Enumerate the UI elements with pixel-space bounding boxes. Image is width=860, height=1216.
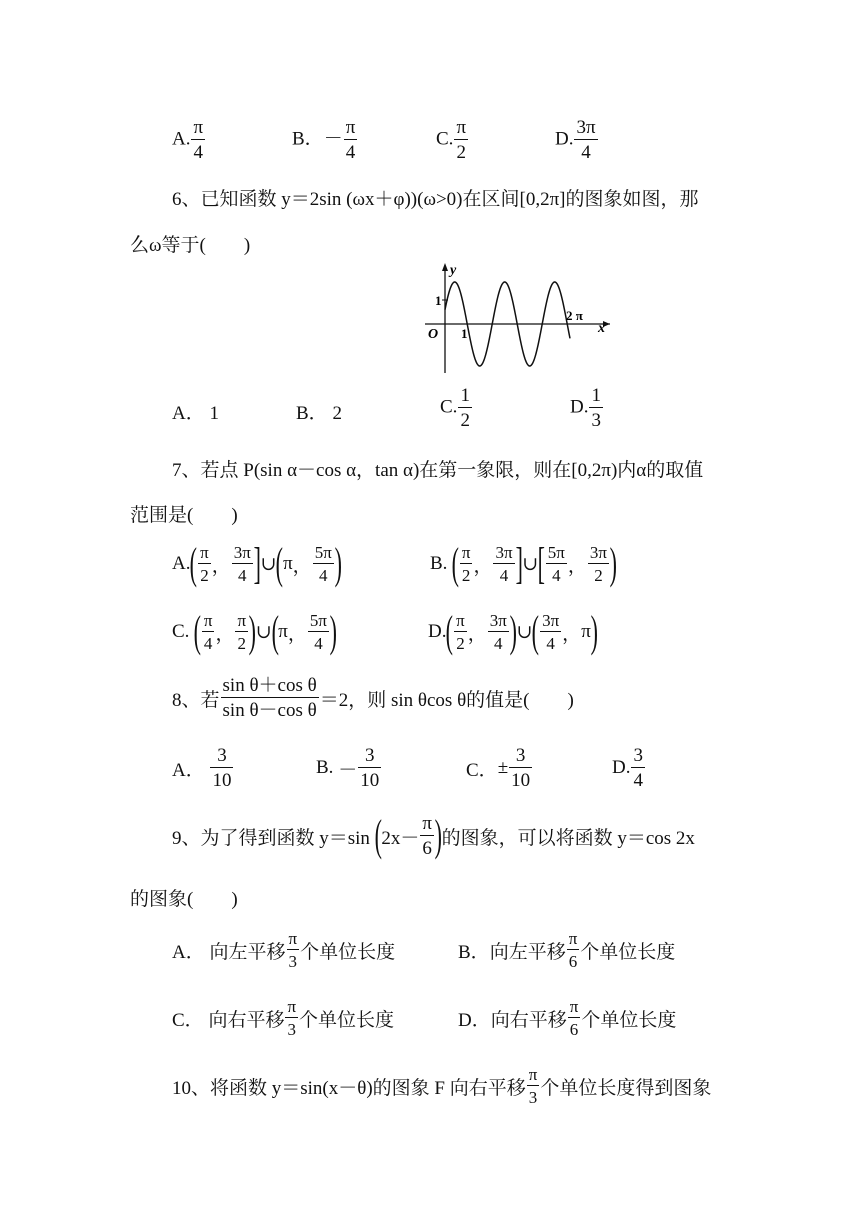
- q5-option-b: B．－ $\frac{\pi}{4}$: [292, 117, 356, 163]
- q7-option-a: A. ( $\frac{\pi}{2}$ ， $\frac{3\pi}{4}$ ] ∪ ( π ， $\frac{5\pi}{4}$ ): [172, 539, 342, 588]
- q9-option-b: B． 向左平移 $\frac{\pi}{6}$ 个单位长度: [458, 929, 676, 971]
- q6-stem-line1: 6、已知函数 y＝2sin (ωx＋φ))(ω>0)在区间[0,2π]的图象如图，那: [172, 189, 699, 210]
- y-axis-label: y: [450, 263, 457, 278]
- q5-option-c: C. $\frac{\pi}{2}$: [436, 117, 467, 163]
- origin-label: O: [428, 327, 439, 342]
- q9-option-a: A． 向左平移 $\frac{\pi}{3}$ 个单位长度: [172, 929, 396, 971]
- q6-option-b: B． 2: [296, 403, 342, 424]
- q6-stem-line2: 么ω等于( ): [130, 235, 251, 256]
- q8-stem: 8、若 $\frac{\text{sin θ＋cos θ}}{\text{sin θ－cos θ}}$ ＝2，则 sin θcos θ的值是( ): [172, 675, 574, 721]
- y-tick-label: 1: [435, 293, 442, 308]
- q7-stem-line1: 7、若点 P(sin α－cos α，tan α)在第一象限，则在[0,2π)内α的取值: [172, 460, 704, 481]
- q9-option-d: D． 向右平移 $\frac{\pi}{6}$ 个单位长度: [458, 997, 677, 1039]
- q6-option-a: A． 1: [172, 403, 219, 424]
- q6-sine-graph: [420, 258, 620, 378]
- q7-option-d: D. ( $\frac{\pi}{2}$ ， $\frac{3\pi}{4}$ ) ∪ ( $\frac{3\pi}{4}$ ， π ): [428, 607, 598, 656]
- q8-option-a: A． $\frac{3}{10}$: [172, 745, 232, 791]
- q9-stem-line1: 9、为了得到函数 y＝sin ( 2x－ $\frac{\pi}{6}$ ) 的图象，可以将函数 y＝cos 2x: [172, 811, 695, 860]
- q8-option-d: D. $\frac{3}{4}$: [612, 745, 643, 791]
- q7-stem-line2: 范围是( ): [130, 505, 238, 526]
- q5-option-d: D. $\frac{3\pi}{4}$: [555, 117, 596, 163]
- q9-option-c: C． 向右平移 $\frac{\pi}{3}$ 个单位长度: [172, 997, 395, 1039]
- q8-option-b: B. － $\frac{3}{10}$: [316, 745, 380, 791]
- q6-option-d: D. $\frac{1}{3}$: [570, 385, 601, 431]
- x-axis-label: x: [598, 321, 605, 336]
- y-axis-arrow: [442, 263, 448, 271]
- q9-stem-line2: 的图象( ): [130, 889, 238, 910]
- q6-option-c: C. $\frac{1}{2}$: [440, 385, 470, 431]
- q7-option-c: C. ( $\frac{\pi}{4}$ ， $\frac{\pi}{2}$ ) ∪ ( π ， $\frac{5\pi}{4}$ ): [172, 607, 337, 656]
- q5-option-a: A. $\frac{\pi}{4}$: [172, 117, 204, 163]
- q10-stem: 10、将函数 y＝sin(x－θ)的图象 F 向右平移 $\frac{\pi}{3}$ 个单位长度得到图象: [172, 1065, 712, 1107]
- q8-option-c: C． ± $\frac{3}{10}$: [466, 745, 531, 791]
- q7-option-b: B. ( $\frac{\pi}{2}$ ， $\frac{3\pi}{4}$ ] ∪ [ $\frac{5\pi}{4}$ ， $\frac{3\pi}{2}$ ): [430, 539, 617, 588]
- x-tick-label: 1: [461, 326, 468, 341]
- two-pi-label: 2 π: [566, 308, 583, 323]
